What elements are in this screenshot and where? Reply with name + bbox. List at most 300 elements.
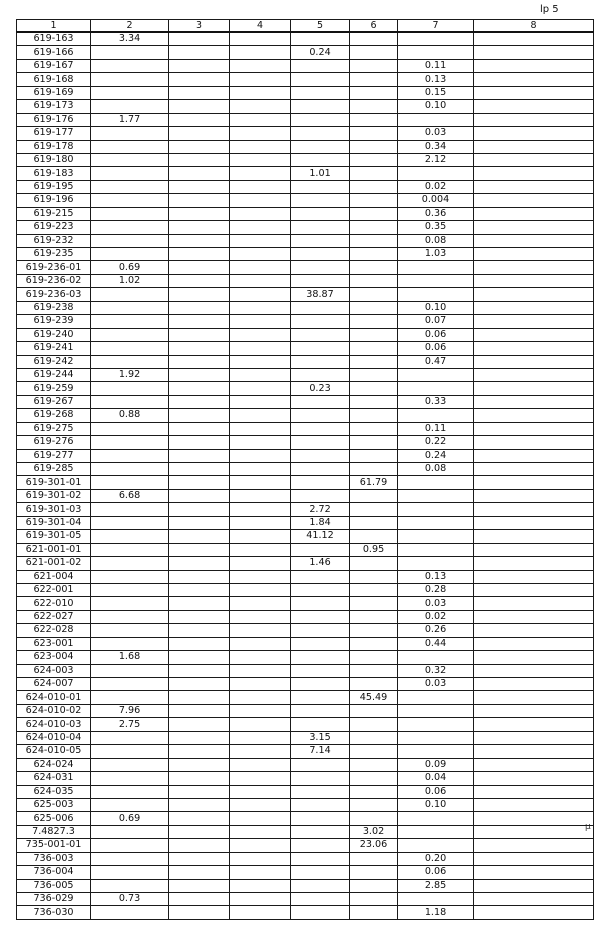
value-cell-col5	[291, 355, 350, 368]
value-cell-col2	[91, 248, 169, 261]
table-row	[17, 664, 594, 677]
value-cell-col4	[230, 261, 291, 274]
value-cell-col2	[91, 382, 169, 395]
table-row	[17, 194, 594, 207]
value-cell-col5	[291, 597, 350, 610]
value-cell-col3	[169, 167, 230, 180]
value-cell-col3	[169, 678, 230, 691]
value-cell-col5	[291, 678, 350, 691]
value-cell-col3	[169, 261, 230, 274]
value-cell-col5	[291, 234, 350, 247]
table-row	[17, 409, 594, 422]
value-cell-col6	[350, 436, 398, 449]
table-row	[17, 167, 594, 180]
value-cell-col7: 0.08	[398, 234, 474, 247]
value-cell-col4	[230, 543, 291, 556]
value-cell-col3	[169, 866, 230, 879]
value-cell-col8	[474, 409, 594, 422]
value-cell-col7: 0.10	[398, 301, 474, 314]
value-cell-col2: 0.69	[91, 261, 169, 274]
column-header-1: 1	[17, 20, 91, 33]
value-cell-col2: 1.92	[91, 368, 169, 381]
value-cell-col7	[398, 382, 474, 395]
value-cell-col7	[398, 288, 474, 301]
value-cell-col6	[350, 342, 398, 355]
value-cell-col7: 0.10	[398, 798, 474, 811]
value-cell-col5: 1.01	[291, 167, 350, 180]
item-code-cell: 624-010-01	[17, 691, 91, 704]
value-cell-col2	[91, 315, 169, 328]
value-cell-col6	[350, 355, 398, 368]
value-cell-col5: 3.15	[291, 731, 350, 744]
value-cell-col8	[474, 422, 594, 435]
value-cell-col8	[474, 221, 594, 234]
value-cell-col7: 0.04	[398, 772, 474, 785]
value-cell-col2	[91, 59, 169, 72]
column-header-3: 3	[169, 20, 230, 33]
table-row	[17, 395, 594, 408]
value-cell-col4	[230, 46, 291, 59]
value-cell-col8	[474, 718, 594, 731]
value-cell-col4	[230, 798, 291, 811]
value-cell-col7	[398, 651, 474, 664]
value-cell-col5	[291, 113, 350, 126]
value-cell-col6	[350, 597, 398, 610]
value-cell-col5	[291, 409, 350, 422]
value-cell-col6	[350, 73, 398, 86]
item-code-cell: 619-168	[17, 73, 91, 86]
table-row	[17, 812, 594, 825]
value-cell-col8	[474, 301, 594, 314]
value-cell-col8	[474, 86, 594, 99]
value-cell-col3	[169, 610, 230, 623]
value-cell-col4	[230, 772, 291, 785]
value-cell-col4	[230, 731, 291, 744]
value-cell-col4	[230, 852, 291, 865]
value-cell-col7	[398, 46, 474, 59]
value-cell-col2	[91, 234, 169, 247]
value-cell-col6	[350, 745, 398, 758]
value-cell-col4	[230, 180, 291, 193]
value-cell-col2	[91, 342, 169, 355]
item-code-cell: 622-027	[17, 610, 91, 623]
value-cell-col8	[474, 583, 594, 596]
value-cell-col3	[169, 274, 230, 287]
value-cell-col6	[350, 664, 398, 677]
item-code-cell: 619-301-02	[17, 489, 91, 502]
value-cell-col4	[230, 409, 291, 422]
value-cell-col7	[398, 274, 474, 287]
value-cell-col2	[91, 557, 169, 570]
value-cell-col7: 0.11	[398, 59, 474, 72]
value-cell-col4	[230, 288, 291, 301]
value-cell-col2	[91, 86, 169, 99]
item-code-cell: 619-195	[17, 180, 91, 193]
value-cell-col6	[350, 516, 398, 529]
value-cell-col8	[474, 342, 594, 355]
value-cell-col7: 0.06	[398, 866, 474, 879]
value-cell-col6	[350, 678, 398, 691]
item-code-cell: 619-275	[17, 422, 91, 435]
value-cell-col5	[291, 261, 350, 274]
table-row	[17, 476, 594, 489]
value-cell-col7	[398, 261, 474, 274]
value-cell-col2: 2.75	[91, 718, 169, 731]
value-cell-col5	[291, 691, 350, 704]
value-cell-col8	[474, 866, 594, 879]
value-cell-col8	[474, 516, 594, 529]
value-cell-col3	[169, 207, 230, 220]
value-cell-col7: 0.13	[398, 570, 474, 583]
table-row	[17, 422, 594, 435]
value-cell-col3	[169, 234, 230, 247]
value-cell-col3	[169, 100, 230, 113]
value-cell-col3	[169, 906, 230, 919]
value-cell-col8	[474, 140, 594, 153]
item-code-cell: 624-010-05	[17, 745, 91, 758]
table-row	[17, 207, 594, 220]
value-cell-col4	[230, 893, 291, 906]
value-cell-col3	[169, 328, 230, 341]
table-row	[17, 288, 594, 301]
value-cell-col5: 1.84	[291, 516, 350, 529]
value-cell-col6: 3.02	[350, 825, 398, 838]
value-cell-col6	[350, 906, 398, 919]
value-cell-col3	[169, 637, 230, 650]
value-cell-col4	[230, 489, 291, 502]
value-cell-col6: 23.06	[350, 839, 398, 852]
value-cell-col8	[474, 315, 594, 328]
value-cell-col8	[474, 825, 594, 838]
table-row	[17, 355, 594, 368]
value-cell-col6	[350, 866, 398, 879]
table-row	[17, 825, 594, 838]
table-row	[17, 583, 594, 596]
value-cell-col6	[350, 261, 398, 274]
value-cell-col6	[350, 422, 398, 435]
value-cell-col5	[291, 463, 350, 476]
value-cell-col3	[169, 704, 230, 717]
value-cell-col4	[230, 557, 291, 570]
value-cell-col3	[169, 368, 230, 381]
value-cell-col8	[474, 127, 594, 140]
item-code-cell: 619-232	[17, 234, 91, 247]
value-cell-col8	[474, 32, 594, 46]
value-cell-col7	[398, 557, 474, 570]
table-row	[17, 301, 594, 314]
value-cell-col7: 2.12	[398, 153, 474, 166]
value-cell-col4	[230, 140, 291, 153]
value-cell-col4	[230, 651, 291, 664]
value-cell-col2	[91, 516, 169, 529]
table-row	[17, 557, 594, 570]
value-cell-col3	[169, 879, 230, 892]
value-cell-col7: 0.33	[398, 395, 474, 408]
value-cell-col7: 0.32	[398, 664, 474, 677]
item-code-cell: 624-024	[17, 758, 91, 771]
value-cell-col3	[169, 382, 230, 395]
item-code-cell: 736-029	[17, 893, 91, 906]
value-cell-col8	[474, 543, 594, 556]
value-cell-col8	[474, 852, 594, 865]
value-cell-col3	[169, 812, 230, 825]
value-cell-col6	[350, 798, 398, 811]
value-cell-col3	[169, 624, 230, 637]
value-cell-col4	[230, 59, 291, 72]
item-code-cell: 736-004	[17, 866, 91, 879]
value-cell-col6	[350, 624, 398, 637]
value-cell-col6	[350, 32, 398, 46]
value-cell-col3	[169, 798, 230, 811]
value-cell-col2	[91, 852, 169, 865]
item-code-cell: 619-235	[17, 248, 91, 261]
value-cell-col5	[291, 180, 350, 193]
item-code-cell: 619-236-02	[17, 274, 91, 287]
value-cell-col6	[350, 100, 398, 113]
value-cell-col4	[230, 315, 291, 328]
value-cell-col2: 0.88	[91, 409, 169, 422]
value-cell-col2	[91, 436, 169, 449]
value-cell-col8	[474, 288, 594, 301]
value-cell-col8	[474, 798, 594, 811]
table-row	[17, 731, 594, 744]
value-cell-col5	[291, 140, 350, 153]
table-row	[17, 718, 594, 731]
value-cell-col4	[230, 758, 291, 771]
value-cell-col8	[474, 436, 594, 449]
value-cell-col5	[291, 422, 350, 435]
table-row	[17, 463, 594, 476]
value-cell-col5	[291, 718, 350, 731]
value-cell-col3	[169, 825, 230, 838]
table-row	[17, 624, 594, 637]
value-cell-col2	[91, 449, 169, 462]
value-cell-col7: 0.26	[398, 624, 474, 637]
value-cell-col5	[291, 194, 350, 207]
table-row	[17, 489, 594, 502]
column-header-6: 6	[350, 20, 398, 33]
value-cell-col7: 0.06	[398, 342, 474, 355]
value-cell-col2	[91, 153, 169, 166]
value-cell-col3	[169, 86, 230, 99]
value-cell-col6	[350, 207, 398, 220]
value-cell-col3	[169, 127, 230, 140]
item-code-cell: 625-003	[17, 798, 91, 811]
value-cell-col8	[474, 207, 594, 220]
value-cell-col5: 2.72	[291, 503, 350, 516]
item-code-cell: 624-003	[17, 664, 91, 677]
value-cell-col3	[169, 570, 230, 583]
value-cell-col5	[291, 758, 350, 771]
table-row	[17, 758, 594, 771]
table-row	[17, 153, 594, 166]
value-cell-col7	[398, 839, 474, 852]
value-cell-col8	[474, 893, 594, 906]
item-code-cell: 619-163	[17, 32, 91, 46]
value-cell-col3	[169, 248, 230, 261]
value-cell-col5	[291, 489, 350, 502]
value-cell-col6	[350, 86, 398, 99]
value-cell-col3	[169, 315, 230, 328]
value-cell-col5	[291, 583, 350, 596]
value-cell-col6	[350, 180, 398, 193]
value-cell-col7: 0.44	[398, 637, 474, 650]
table-row	[17, 772, 594, 785]
value-cell-col2	[91, 570, 169, 583]
value-cell-col6	[350, 852, 398, 865]
value-cell-col6	[350, 637, 398, 650]
value-cell-col5	[291, 879, 350, 892]
value-cell-col8	[474, 570, 594, 583]
value-cell-col6	[350, 59, 398, 72]
item-code-cell: 622-028	[17, 624, 91, 637]
value-cell-col8	[474, 194, 594, 207]
value-cell-col7: 0.03	[398, 597, 474, 610]
value-cell-col7	[398, 530, 474, 543]
item-code-cell: 619-242	[17, 355, 91, 368]
value-cell-col3	[169, 758, 230, 771]
value-cell-col2: 1.77	[91, 113, 169, 126]
value-cell-col3	[169, 731, 230, 744]
value-cell-col8	[474, 624, 594, 637]
value-cell-col8	[474, 463, 594, 476]
value-cell-col2: 0.73	[91, 893, 169, 906]
value-cell-col5	[291, 476, 350, 489]
value-cell-col4	[230, 825, 291, 838]
item-code-cell: 625-006	[17, 812, 91, 825]
value-cell-col2	[91, 73, 169, 86]
value-cell-col7: 0.36	[398, 207, 474, 220]
item-code-cell: 623-001	[17, 637, 91, 650]
value-cell-col6	[350, 718, 398, 731]
margin-mark: µ	[585, 822, 591, 832]
value-cell-col6	[350, 248, 398, 261]
value-cell-col4	[230, 234, 291, 247]
value-cell-col5	[291, 852, 350, 865]
value-cell-col3	[169, 221, 230, 234]
value-cell-col6: 0.95	[350, 543, 398, 556]
item-code-cell: 619-285	[17, 463, 91, 476]
value-cell-col5	[291, 906, 350, 919]
table-row	[17, 745, 594, 758]
value-cell-col6	[350, 785, 398, 798]
value-cell-col8	[474, 489, 594, 502]
value-cell-col4	[230, 503, 291, 516]
item-code-cell: 619-244	[17, 368, 91, 381]
value-cell-col7: 0.02	[398, 610, 474, 623]
value-cell-col4	[230, 274, 291, 287]
value-cell-col2	[91, 866, 169, 879]
value-cell-col7	[398, 32, 474, 46]
value-cell-col7: 0.06	[398, 328, 474, 341]
value-cell-col3	[169, 140, 230, 153]
value-cell-col4	[230, 449, 291, 462]
value-cell-col4	[230, 583, 291, 596]
value-cell-col6	[350, 893, 398, 906]
value-cell-col7	[398, 825, 474, 838]
value-cell-col3	[169, 113, 230, 126]
value-cell-col6	[350, 167, 398, 180]
value-cell-col2	[91, 745, 169, 758]
table-row	[17, 113, 594, 126]
item-code-cell: 621-001-02	[17, 557, 91, 570]
value-cell-col3	[169, 557, 230, 570]
value-cell-col4	[230, 463, 291, 476]
item-code-cell: 619-267	[17, 395, 91, 408]
value-cell-col3	[169, 342, 230, 355]
value-cell-col7: 0.07	[398, 315, 474, 328]
value-cell-col3	[169, 194, 230, 207]
item-code-cell: 624-010-02	[17, 704, 91, 717]
item-code-cell: 624-007	[17, 678, 91, 691]
value-cell-col6	[350, 583, 398, 596]
item-code-cell: 619-301-05	[17, 530, 91, 543]
value-cell-col4	[230, 678, 291, 691]
value-cell-col5	[291, 704, 350, 717]
value-cell-col8	[474, 906, 594, 919]
value-cell-col2	[91, 167, 169, 180]
value-cell-col6	[350, 395, 398, 408]
table-row	[17, 798, 594, 811]
table-row	[17, 32, 594, 46]
value-cell-col5	[291, 893, 350, 906]
value-cell-col7: 0.10	[398, 100, 474, 113]
value-cell-col4	[230, 745, 291, 758]
value-cell-col2	[91, 758, 169, 771]
table-row	[17, 342, 594, 355]
value-cell-col3	[169, 691, 230, 704]
value-cell-col7: 1.03	[398, 248, 474, 261]
item-code-cell: 619-183	[17, 167, 91, 180]
value-cell-col5	[291, 839, 350, 852]
table-row	[17, 180, 594, 193]
value-cell-col2	[91, 597, 169, 610]
value-cell-col6	[350, 489, 398, 502]
value-cell-col5	[291, 449, 350, 462]
value-cell-col5	[291, 785, 350, 798]
value-cell-col3	[169, 772, 230, 785]
value-cell-col5	[291, 395, 350, 408]
item-code-cell: 619-236-03	[17, 288, 91, 301]
value-cell-col4	[230, 221, 291, 234]
value-cell-col5	[291, 59, 350, 72]
item-code-cell: 623-004	[17, 651, 91, 664]
value-cell-col4	[230, 839, 291, 852]
value-cell-col2	[91, 610, 169, 623]
value-cell-col2	[91, 127, 169, 140]
column-header-5: 5	[291, 20, 350, 33]
value-cell-col7	[398, 704, 474, 717]
table-row	[17, 839, 594, 852]
value-cell-col8	[474, 180, 594, 193]
value-cell-col2	[91, 328, 169, 341]
value-cell-col2	[91, 530, 169, 543]
item-code-cell: 619-239	[17, 315, 91, 328]
value-cell-col7: 0.08	[398, 463, 474, 476]
table-row	[17, 59, 594, 72]
table-body	[17, 32, 594, 919]
value-cell-col8	[474, 610, 594, 623]
value-cell-col5	[291, 127, 350, 140]
value-cell-col3	[169, 530, 230, 543]
value-cell-col6	[350, 758, 398, 771]
value-cell-col5	[291, 315, 350, 328]
value-cell-col8	[474, 234, 594, 247]
value-cell-col6	[350, 221, 398, 234]
value-cell-col2	[91, 476, 169, 489]
item-code-cell: 736-003	[17, 852, 91, 865]
value-cell-col4	[230, 248, 291, 261]
